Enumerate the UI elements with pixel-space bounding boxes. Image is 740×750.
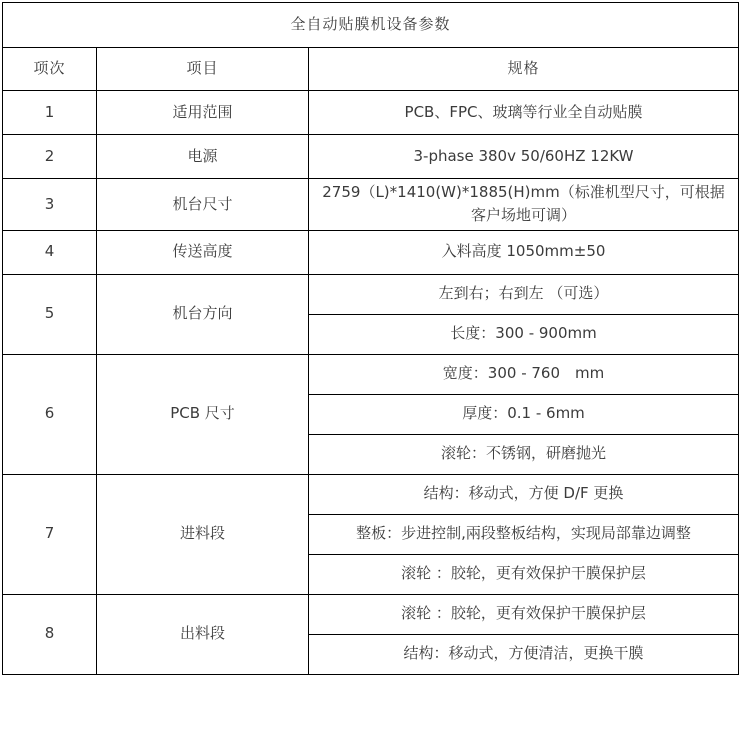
row-spec: 结构：移动式，方便清洁，更换干膜	[309, 634, 739, 674]
table-row	[3, 230, 739, 274]
table-row	[3, 274, 739, 314]
equipment-spec-table	[2, 2, 739, 675]
header-spec: 规格	[309, 48, 739, 91]
row-spec: 结构：移动式，方便 D/F 更换	[309, 474, 739, 514]
row-spec: 滚轮：不锈钢，研磨抛光	[309, 434, 739, 474]
row-spec: 滚轮 ：胶轮，更有效保护干膜保护层	[309, 594, 739, 634]
row-spec: 整板：步进控制,兩段整板结构，实现局部靠边调整	[309, 514, 739, 554]
table-row	[3, 91, 739, 135]
header-item: 项目	[97, 48, 309, 91]
row-no: 7	[3, 474, 97, 594]
row-no: 5	[3, 274, 97, 354]
row-spec: 2759（L)*1410(W)*1885(H)mm（标准机型尺寸，可根据客户场地可调）	[309, 179, 739, 231]
table-row	[3, 594, 739, 634]
table-title: 全自动贴膜机设备参数	[3, 3, 739, 48]
header-no: 项次	[3, 48, 97, 91]
table-header-row	[3, 48, 739, 91]
row-spec: 厚度：0.1 - 6mm	[309, 394, 739, 434]
row-no: 3	[3, 179, 97, 231]
row-item: 出料段	[97, 594, 309, 674]
row-no: 4	[3, 230, 97, 274]
row-no: 1	[3, 91, 97, 135]
row-item: 机台尺寸	[97, 179, 309, 231]
row-item: PCB 尺寸	[97, 354, 309, 474]
row-item: 机台方向	[97, 274, 309, 354]
table-row	[3, 179, 739, 231]
row-spec: 入料高度 1050mm±50	[309, 230, 739, 274]
table-row	[3, 354, 739, 394]
table-row	[3, 474, 739, 514]
row-no: 8	[3, 594, 97, 674]
row-spec: 长度：300 - 900mm	[309, 314, 739, 354]
table-title-row	[3, 3, 739, 48]
row-no: 2	[3, 135, 97, 179]
row-spec: 宽度：300 - 760 mm	[309, 354, 739, 394]
table-row	[3, 135, 739, 179]
row-spec: 3-phase 380v 50/60HZ 12KW	[309, 135, 739, 179]
row-item: 进料段	[97, 474, 309, 594]
row-spec: 左到右；右到左 （可选）	[309, 274, 739, 314]
row-no: 6	[3, 354, 97, 474]
row-spec: PCB、FPC、玻璃等行业全自动贴膜	[309, 91, 739, 135]
row-item: 传送高度	[97, 230, 309, 274]
row-item: 适用范围	[97, 91, 309, 135]
row-spec: 滚轮 ：胶轮，更有效保护干膜保护层	[309, 554, 739, 594]
row-item: 电源	[97, 135, 309, 179]
